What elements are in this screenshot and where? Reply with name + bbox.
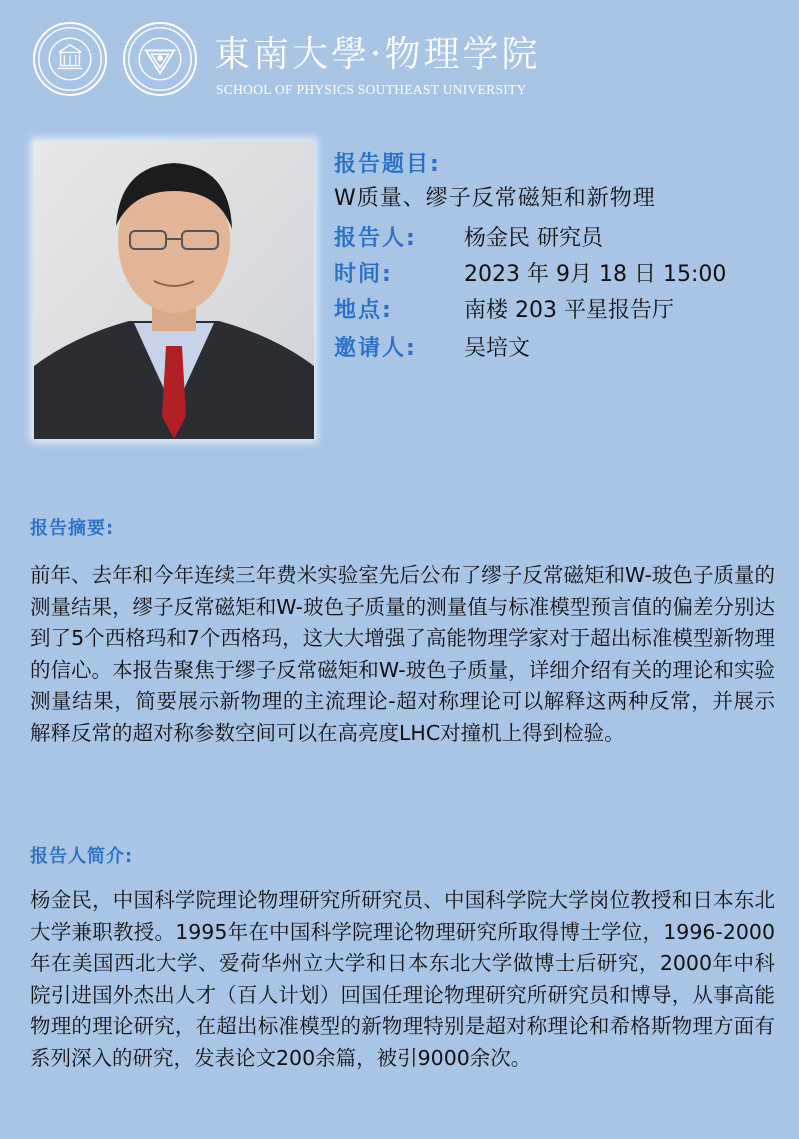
time-row bbox=[334, 260, 727, 290]
speaker-value: 杨金民 研究员 bbox=[464, 226, 603, 251]
time-label: 时间: bbox=[334, 262, 393, 287]
inviter-row bbox=[334, 334, 531, 364]
title-value: W质量、缪子反常磁矩和新物理 bbox=[334, 186, 656, 211]
abstract-text: 前年、去年和今年连续三年费米实验室先后公布了缪子反常磁矩和W-玻色子质量的测量结果，缪子反常磁矩和W-玻色子质量的测量值与标准模型预言值的偏差分别达到了5个西格玛和7个西格玛，这大大增强了高能物理学家对于超出标准模型新物理的信心。本报告聚焦于缪子反常磁矩和W-玻色子质量，详细介绍有关的理论和实验测量结果，简要展示新物理的主流理论-超对称理论可以解释这两种反常，并展示解释反常的超对称参数空间可以在高亮度LHC对撞机上得到检验。 bbox=[30, 563, 775, 745]
place-row bbox=[334, 296, 674, 326]
speaker-label: 报告人: bbox=[334, 226, 417, 251]
school-of-physics-seal-icon bbox=[123, 22, 197, 96]
university-name: 東南大學·物理学院 bbox=[214, 34, 541, 75]
bio-text: 杨金民，中国科学院理论物理研究所研究员、中国科学院大学岗位教授和日本东北大学兼职教授。1995年在中国科学院理论物理研究所取得博士学位，1996-2000年在美国西北大学、爱荷华州立大学和日本东北大学做博士后研究，2000年中科院引进国外杰出人才（百人计划）回国任理论物理研究所研究员和博导，从事高能物理的理论研究，在超出标准模型的新物理特别是超对称理论和希格斯物理方面有系列深入的研究，发表论文200余篇，被引9000余次。 bbox=[30, 888, 775, 1070]
inviter-label: 邀请人: bbox=[334, 336, 417, 361]
place-label: 地点: bbox=[334, 298, 393, 323]
abstract-heading: 报告摘要: bbox=[30, 518, 115, 539]
title-label: 报告题目: bbox=[334, 152, 441, 177]
header bbox=[0, 0, 799, 110]
southeast-university-seal-icon bbox=[33, 22, 107, 96]
speaker-row bbox=[334, 224, 603, 254]
title-row bbox=[334, 150, 441, 180]
place-value: 南楼 203 平星报告厅 bbox=[464, 298, 674, 323]
inviter-value: 吴培文 bbox=[464, 336, 531, 361]
time-value: 2023 年 9月 18 日 15:00 bbox=[464, 262, 727, 287]
speaker-photo bbox=[34, 141, 314, 439]
title-value-row bbox=[334, 184, 656, 214]
bio-heading: 报告人简介: bbox=[30, 846, 134, 867]
school-english-name: SCHOOL OF PHYSICS SOUTHEAST UNIVERSITY bbox=[216, 82, 527, 97]
